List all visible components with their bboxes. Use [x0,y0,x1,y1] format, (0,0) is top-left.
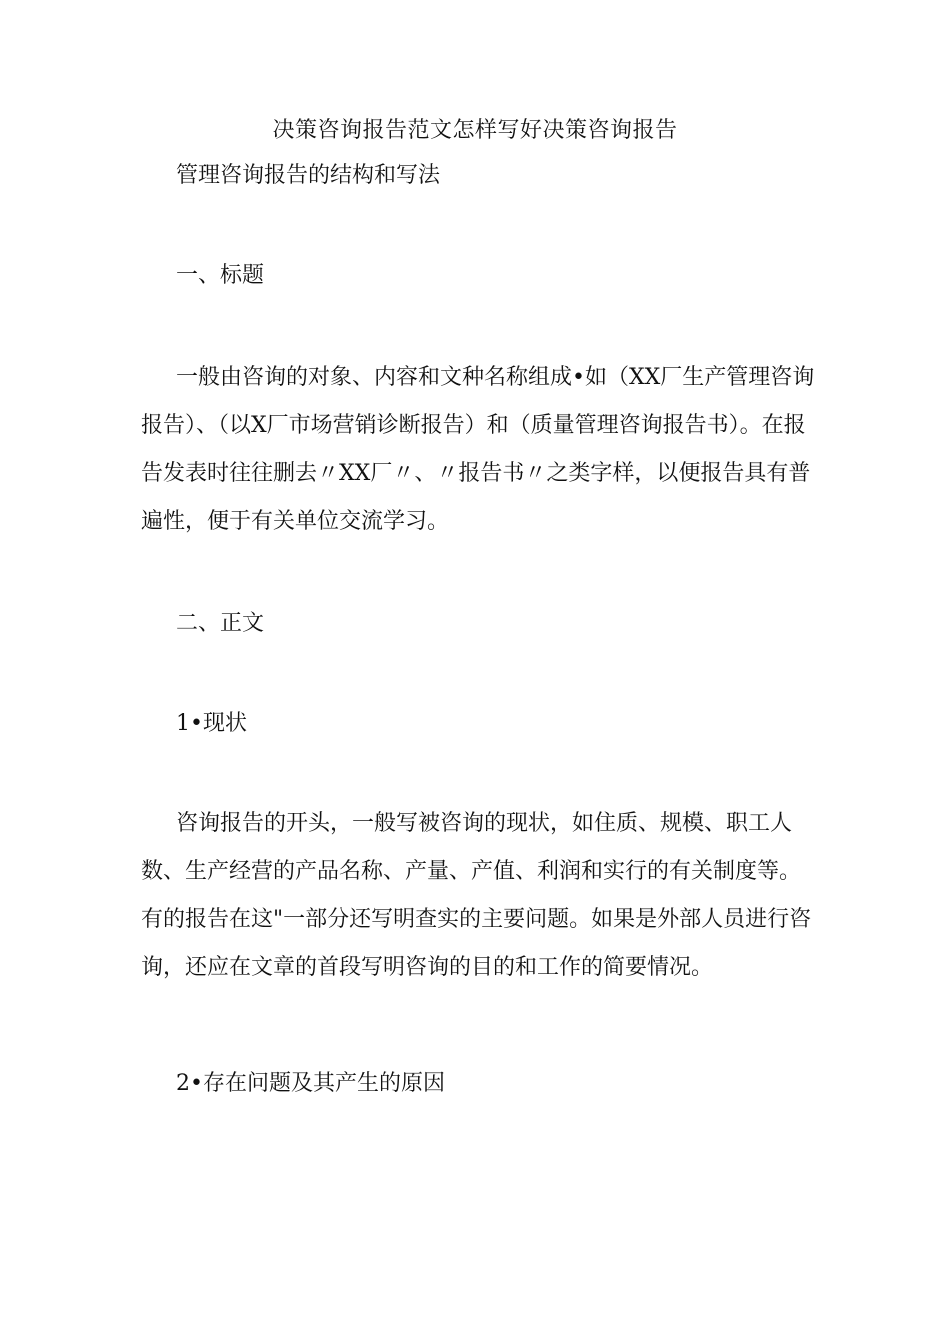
subsection-heading-problems: 2•存在问题及其产生的原因 [176,1071,445,1096]
subsection-paragraph-status: 咨询报告的开头，一般写被咨询的现状，如住质、规模、职工人数、生产经营的产品名称、产量、产值、利润和实行的有关制度等。有的报告在这"一部分还写明查实的主要问题。如果是外部人员进行咨询，还应在文章的首段写明咨询的目的和工作的简要情况。 [141,811,812,980]
section-heading-title: 一、标题 [176,263,265,288]
document-subtitle: 管理咨询报告的结构和写法 [176,163,441,188]
subsection-heading-status: 1•现状 [176,711,247,736]
document-title: 决策咨询报告范文怎样写好决策咨询报告 [272,118,678,143]
section-heading-body: 二、正文 [176,611,265,636]
section-paragraph-title: 一般由咨询的对象、内容和文种名称组成•如（XX厂生产管理咨询报告）、（以X厂市场营销诊断报告）和（质量管理咨询报告书）。在报告发表时往往删去〃XX厂〃、〃报告书〃之类字样，以便报告具有普遍性，便于有关单位交流学习。 [141,365,815,534]
